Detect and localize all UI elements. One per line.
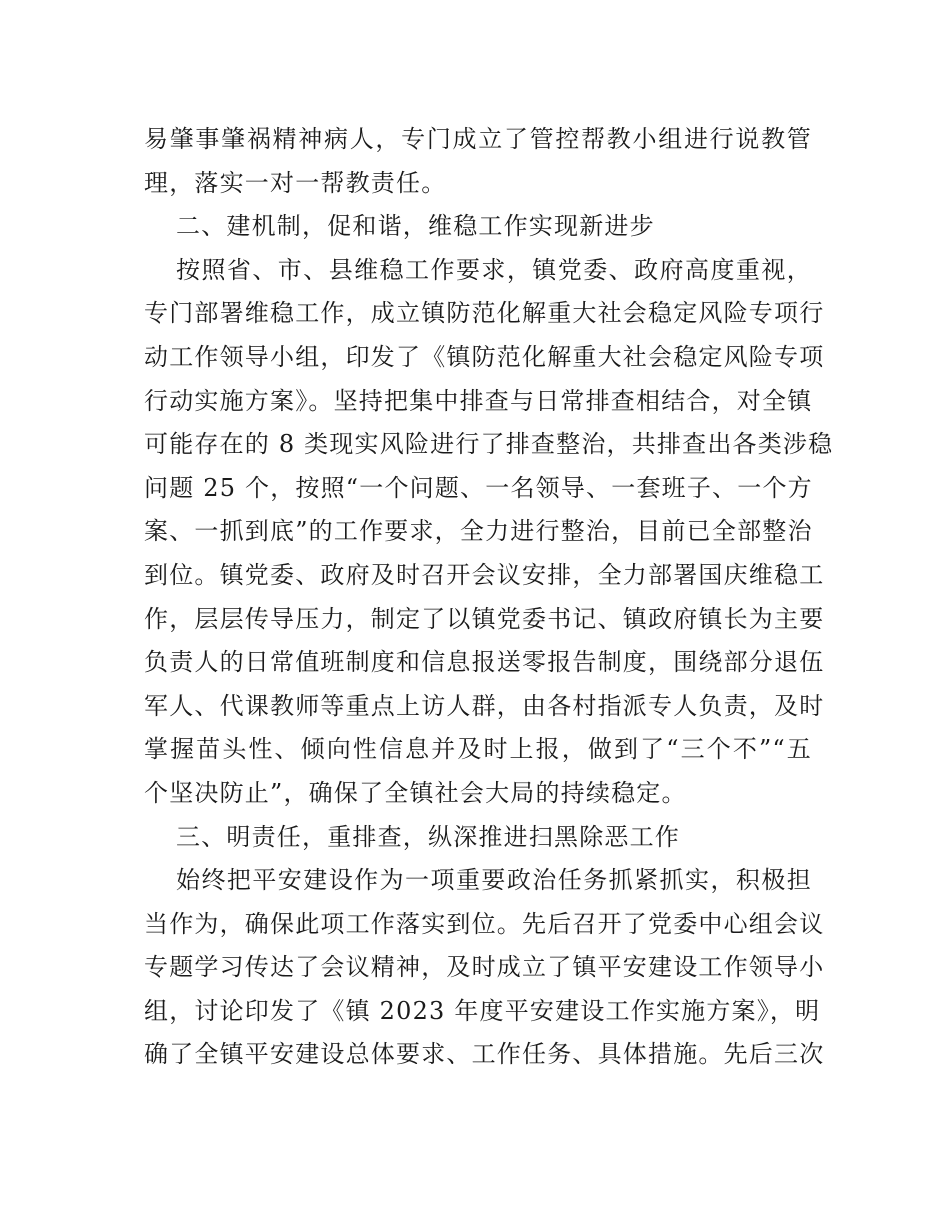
paragraph-line: 可能存在的 8 类现实风险进行了排查整治，共排查出各类涉稳	[144, 430, 834, 459]
paragraph-line: 专门部署维稳工作，成立镇防范化解重大社会稳定风险专项行	[144, 299, 825, 328]
paragraph-line: 到位。镇党委、政府及时召开会议安排，全力部署国庆维稳工	[144, 560, 825, 589]
paragraph-line: 问题 25 个，按照“一个问题、一名领导、一套班子、一个方	[144, 473, 813, 502]
paragraph-line: 个坚决防止”，确保了全镇社会大局的持续稳定。	[144, 778, 687, 807]
paragraph-line: 专题学习传达了会议精神，及时成立了镇平安建设工作领导小	[144, 953, 825, 982]
paragraph-line: 案、一抓到底”的工作要求，全力进行整治，目前已全部整治	[144, 517, 813, 546]
paragraph-line: 动工作领导小组，印发了《镇防范化解重大社会稳定风险专项	[144, 342, 825, 371]
paragraph-line: 作，层层传导压力，制定了以镇党委书记、镇政府镇长为主要	[144, 604, 825, 633]
paragraph-line: 按照省、市、县维稳工作要求，镇党委、政府高度重视，	[176, 255, 812, 284]
paragraph-line: 组，讨论印发了《镇 2023 年度平安建设工作实施方案》，明	[144, 996, 821, 1025]
paragraph-line: 当作为，确保此项工作落实到位。先后召开了党委中心组会议	[144, 909, 825, 938]
paragraph-line: 始终把平安建设作为一项重要政治任务抓紧抓实，积极担	[176, 866, 812, 895]
section-heading: 三、明责任，重排查，纵深推进扫黑除恶工作	[176, 822, 680, 851]
paragraph-line: 军人、代课教师等重点上访人群，由各村指派专人负责，及时	[144, 691, 825, 720]
paragraph-line: 易肇事肇祸精神病人，专门成立了管控帮教小组进行说教管	[144, 125, 812, 153]
paragraph-line: 理，落实一对一帮教责任。	[144, 168, 447, 197]
paragraph-line: 行动实施方案》。坚持把集中排查与日常排查相结合，对全镇	[144, 386, 813, 415]
paragraph-line: 掌握苗头性、倾向性信息并及时上报，做到了“三个不”“五	[144, 735, 812, 764]
paragraph-line: 确了全镇平安建设总体要求、工作任务、具体措施。先后三次	[144, 1040, 825, 1069]
paragraph-line: 负责人的日常值班制度和信息报送零报告制度，围绕部分退伍	[144, 648, 825, 677]
section-heading: 二、建机制，促和谐，维稳工作实现新进步	[176, 212, 655, 241]
document-body	[144, 118, 834, 1077]
